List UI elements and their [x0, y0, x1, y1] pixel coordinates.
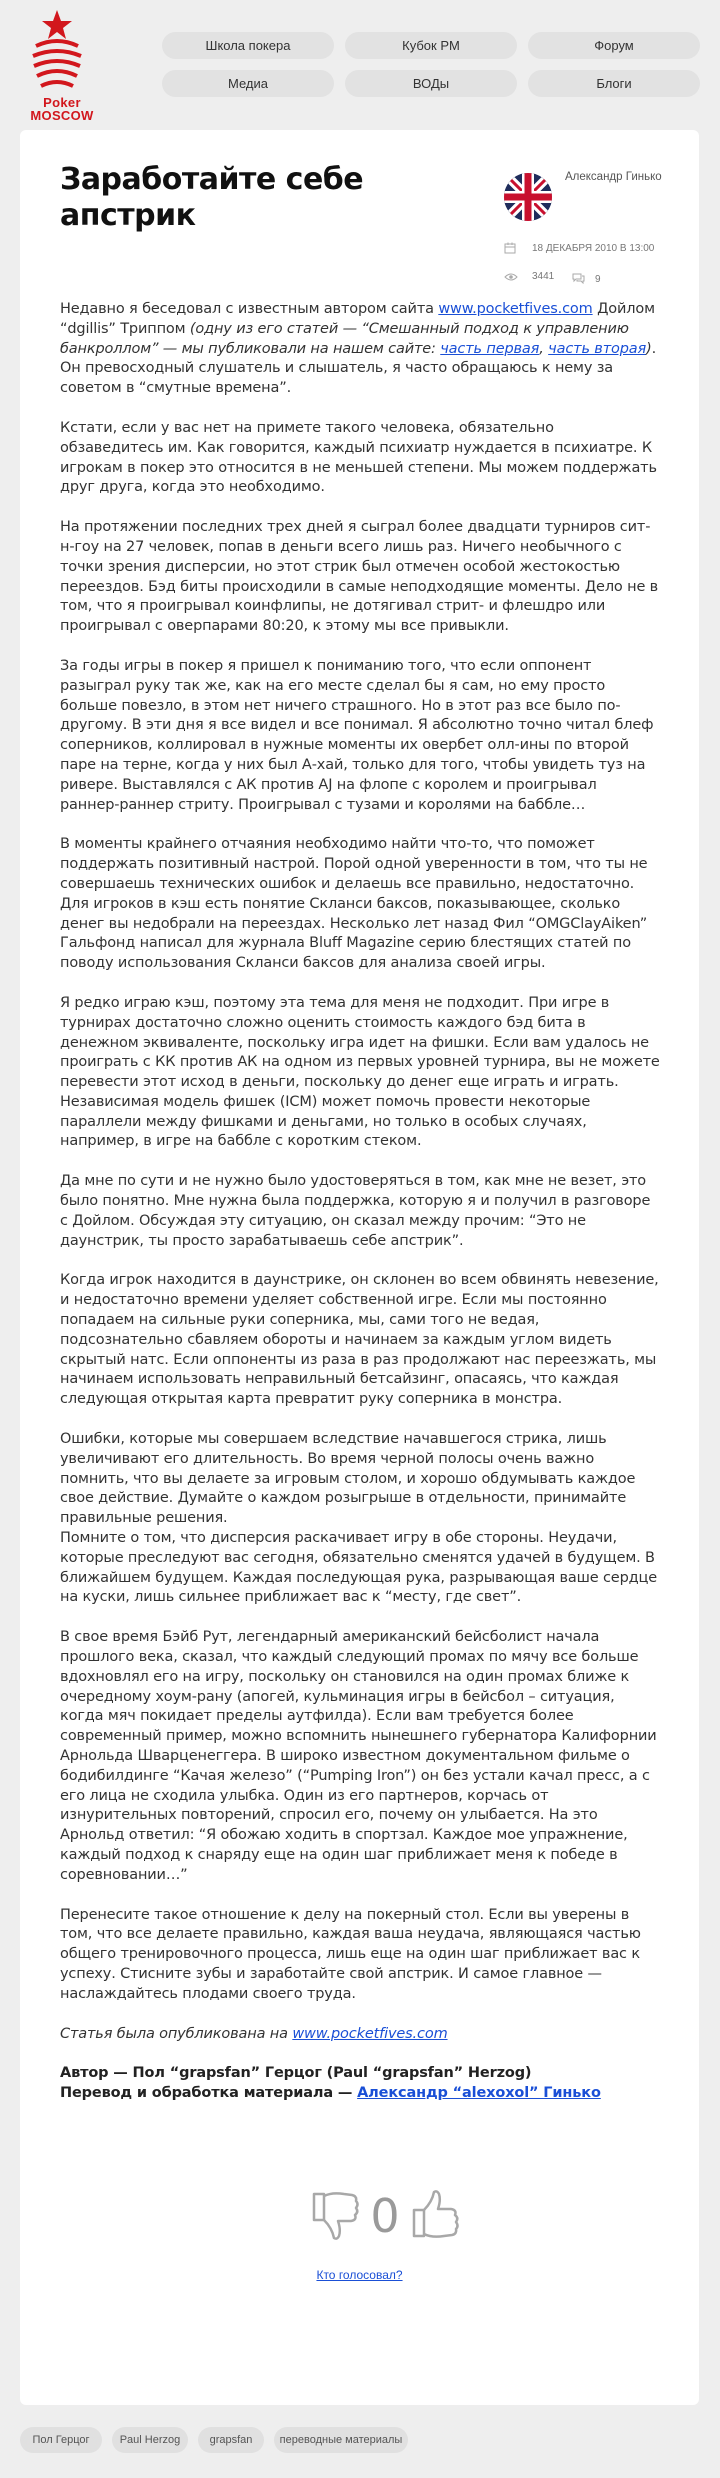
article-card [20, 130, 699, 2405]
paragraph: Перенесите такое отношение к делу на покерный стол. Если вы уверены в том, что все делаете правильно, каждая ваша неудача, являющаяся частью общего тренировочного процесса, лишь еще на один шаг приближает вас к успеху. Стисните зубы и заработайте свой апстрик. И самое главное — наслаждайтесь плодами своего труда. [60, 1906, 641, 2002]
tag-paul-herzog-en[interactable]: Paul Herzog [112, 2427, 188, 2453]
comments-icon [572, 273, 585, 284]
calendar-icon [504, 242, 516, 254]
publish-date: 18 ДЕКАБРЯ 2010 В 13:00 [532, 243, 655, 254]
nav-media[interactable]: Медиа [162, 70, 334, 97]
credits [60, 2064, 660, 2104]
part-two-link[interactable]: часть вторая [548, 340, 647, 357]
paragraph: За годы игры в покер я пришел к пониманию того, что если оппонент разыграл руку так же, как на его месте сделал бы я сам, но ему просто больше повезло, в этом нет ничего страшного. Но в этот раз все было по-другому. В эти дня я все видел и все понимал. Я абсолютно точно читал блеф соперников, коллировал в нужные моменты их овербет олл-ины по второй паре на терне, когда у них был А-хай, только для того, чтобы увидеть туз на ривере. Выставлялся с АК против AJ на флопе с королем и проигрывал раннер-раннер стриту. Проигрывал с тузами и королями на баббле… [60, 657, 654, 813]
paragraph: Кстати, если у вас нет на примете такого человека, обязательно обзаведитесь им. Как говорится, каждый психиатр нуждается в психиатре. К игрокам в покер это относится в не меньшей степени. Мы можем поддержать друг друга, когда это необходимо. [60, 419, 657, 496]
nav-poker-school[interactable]: Школа покера [162, 32, 334, 59]
italic-text: (одну из его статей — “Смешанный подход к управлению банкроллом” — мы публиковали на нашем сайте: [60, 320, 629, 357]
text: Недавно я беседовал с известным автором сайта [60, 301, 439, 317]
author-avatar[interactable] [504, 173, 552, 221]
paragraph [60, 300, 660, 399]
credit-translation: Перевод и обработка материала — [60, 2085, 358, 2102]
thumbs-down-icon[interactable] [310, 2190, 360, 2242]
nav-blogs[interactable]: Блоги [528, 70, 700, 97]
paragraph: Я редко играю кэш, поэтому эта тема для меня не подходит. При игре в турнирах достаточно сложно оценить стоимость каждого бэд бита в денежном эквиваленте, поскольку игра идет на фишки. Если вам удалось не проиграть с КК против АК на одном из первых уровней турнира, вы не можете перевести этот исход в деньги, поскольку до денег еще играть и играть. Независимая модель фишек (ICM) может помочь провести некоторые параллели между фишками и деньгами, но только в особых случаях, например, в игре на баббле с коротким стеком. [60, 994, 660, 1150]
nav-forum[interactable]: Форум [528, 32, 700, 59]
paragraph: В моменты крайнего отчаяния необходимо найти что-то, что поможет поддержать позитивный настрой. Порой одной уверенности в том, что ты не совершаешь технических ошибок и делаешь все правильно, недостаточно. Для игроков в кэш есть понятие Скланси баксов, показывающее, сколько денег вы недобрали на переездах. Несколько лет назад Фил “OMGClayAiken” Гальфонд написал для журнала Bluff Magazine серию блестящих статей по поводу использования Скланси баксов для анализа своей игры. [60, 836, 648, 972]
paragraph: На протяжении последних трех дней я сыграл более двадцати турниров сит-н-гоу на 27 человек, попав в деньги всего лишь раз. Ничего необычного с точки зрения дисперсии, но этот стрик был отмечен особой жестокостью переездов. Бэд биты происходили в самые неподходящие моменты. Дело не в том, что я проигрывал коинфлипы, не дотягивал стрит- и флешдро или проигрывал с оверпарами 80:20, к этому мы все привыкли. [60, 519, 659, 635]
who-voted-link[interactable]: Кто голосовал? [316, 2268, 403, 2282]
text: Ошибки, которые мы совершаем вследствие начавшегося стрика, лишь увеличивают его длительность. Во время черной полосы очень важно помнить, что вы делаете за игровым столом, и хорошо обдумывать каждое свое действие. Думайте о каждом розыгрыше в отдельности, принимайте правильные решения. [60, 1431, 636, 1527]
comments-count[interactable]: 9 [595, 274, 601, 285]
italic-text: Статья была опубликована на [60, 2025, 293, 2042]
author-name[interactable]: Александр Гинько [565, 171, 662, 183]
paragraph: Когда игрок находится в даунстрике, он склонен во всем обвинять невезение, и недостаточно времени уделяет собственной игре. Если мы постоянно попадаем на сильные руки соперника, мы, сами того не ведая, подсознательно сбавляем обороты и начинаем за каждым углом видеть скрытый натс. Если оппоненты из раза в раз продолжают нас переезжать, мы начинаем использовать неправильный бетсайзинг, опасаясь, что каждая следующая открытая карта превратит руку соперника в монстра. [60, 1272, 659, 1408]
italic-text: ) [646, 340, 652, 357]
tag-translated-materials[interactable]: переводные материалы [274, 2427, 408, 2453]
logo-text [24, 96, 100, 122]
thumbs-up-icon[interactable] [410, 2188, 460, 2240]
nav-vods[interactable]: ВОДы [345, 70, 517, 97]
article-body [60, 300, 660, 2104]
text: Дойлом “dgillis” Триппом [60, 301, 655, 337]
article-title: Заработайте себе апстрик [60, 162, 364, 233]
eye-icon [504, 272, 518, 282]
translator-link[interactable]: Александр “alexoxol” Гинько [357, 2085, 601, 2102]
logo[interactable] [22, 8, 102, 123]
uk-flag-avatar-icon [504, 173, 552, 221]
vote-count: 0 [370, 2189, 400, 2243]
tag-grapsfan[interactable]: grapsfan [198, 2427, 264, 2453]
text: . Он превосходный слушатель и слышатель, я часто обращаюсь к нему за советом в “смутные времена”. [60, 340, 657, 397]
site-header [0, 0, 720, 128]
star-towers-logo-icon [22, 8, 102, 98]
logo-line2: MOSCOW [30, 108, 94, 123]
text: Помните о том, что дисперсия раскачивает игру в обе стороны. Неудачи, которые преследуют вас сегодня, обязательно сменятся удачей в будущем. В ближайшем будущем. Каждая последующая рука, разрывающая ваше сердце на куски, лишь сильнее приближает вас к “месту, где свет”. [60, 1530, 657, 1606]
paragraph [60, 1430, 660, 1608]
vote-widget [290, 2188, 480, 2248]
part-one-link[interactable]: часть первая [440, 340, 540, 357]
logo-line1: Poker [43, 95, 81, 110]
paragraph: Да мне по сути и не нужно было удостоверяться в том, как мне не везет, это было понятно. Мне нужна была поддержка, которую я и получил в разговоре с Дойлом. Обсуждая эту ситуацию, он сказал между прочим: “Это не даунстрик, ты просто зарабатываешь себе апстрик”. [60, 1173, 651, 1249]
italic-text: , [539, 340, 549, 357]
views-count: 3441 [532, 271, 555, 282]
paragraph: В свое время Бэйб Рут, легендарный американский бейсболист начала прошлого века, сказал, что каждый следующий промах по мячу все больше вдохновлял его на игру, поскольку он становился на один промах ближе к очередному хоум-рану (апогей, кульминация игры в бейсбол – ситуация, когда мяч покидает пределы аутфилда). Если вам требуется более современный пример, можно вспомнить нынешнего губернатора Калифорнии Арнольда Шварценеггера. В широко известном документальном фильме о бодибилдинге “Качая железо” (“Pumping Iron”) он без устали качал пресс, а с его лица не сходила улыбка. Один из его партнеров, корчась от изнурительных повторений, спросил его, почему он улыбается. На это Арнольд ответил: “Я обожаю ходить в спортзал. Каждое мое упражнение, каждый подход к снаряду еще на один шаг приближает меня к победе в соревновании…” [60, 1629, 657, 1883]
nav-pm-cup[interactable]: Кубок PM [345, 32, 517, 59]
tag-paul-herzog-ru[interactable]: Пол Герцог [20, 2427, 102, 2453]
pocketfives-source-link[interactable]: www.pocketfives.com [292, 2025, 448, 2042]
credit-author: Автор — Пол “grapsfan” Герцог (Paul “grapsfan” Herzog) [60, 2065, 532, 2082]
published-note [60, 2025, 660, 2045]
pocketfives-link[interactable]: www.pocketfives.com [438, 301, 593, 317]
